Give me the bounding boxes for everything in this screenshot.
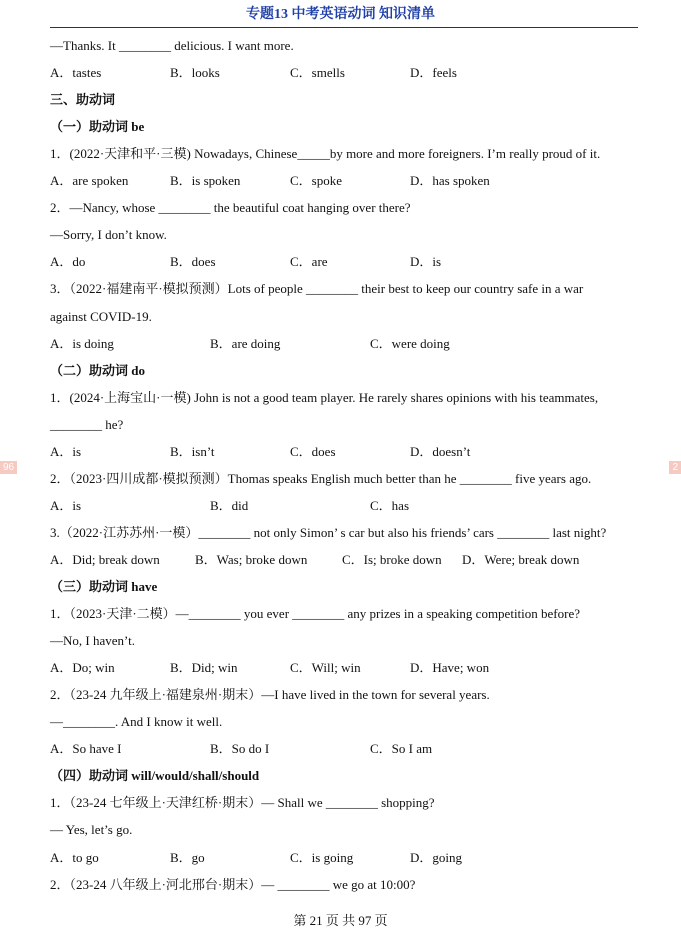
answer-options — [50, 65, 640, 81]
answer-option: A．is — [50, 498, 82, 513]
answer-option: C．is going — [290, 850, 354, 865]
answer-option: B．isn’t — [170, 444, 215, 459]
section-heading: （三）助动词 have — [50, 579, 158, 594]
question-text: 1．（2023·天津·二模）—________ you ever ________ any prizes in a speaking competition before? — [50, 606, 580, 621]
answer-option: B．So do I — [210, 741, 270, 756]
answer-option: D．is — [410, 254, 442, 269]
answer-option: D．has spoken — [410, 173, 490, 188]
answer-options — [50, 552, 640, 568]
page-footer: 第 21 页 共 97 页 — [293, 913, 388, 928]
section-heading: （四）助动词 will/would/shall/should — [50, 768, 260, 783]
answer-option: A．do — [50, 254, 86, 269]
answer-options — [50, 741, 640, 757]
question-text: 3.（2022·江苏苏州·一模）________ not only Simon’ s car but also his friends’ cars ________ last night? — [50, 525, 607, 540]
answer-option: B．Did; win — [170, 660, 238, 675]
answer-options — [50, 498, 640, 514]
answer-option: C．are — [290, 254, 328, 269]
answer-option: C．So I am — [370, 741, 433, 756]
question-text: ________ he? — [50, 417, 124, 432]
right-margin-marker: 2 — [669, 461, 681, 474]
answer-option: D．doesn’t — [410, 444, 471, 459]
answer-option: C．Is; broke down — [342, 552, 442, 567]
answer-option: C．smells — [290, 65, 345, 80]
answer-options — [50, 173, 640, 189]
answer-options — [50, 254, 640, 270]
answer-option: A．is doing — [50, 336, 114, 351]
header-divider — [50, 27, 638, 28]
answer-option: B．did — [210, 498, 249, 513]
answer-option: B．is spoken — [170, 173, 241, 188]
question-text: 2．（23-24 八年级上·河北邢台·期末）— ________ we go at 10:00? — [50, 877, 416, 892]
page-header-title: 专题13 中考英语动词 知识清单 — [246, 7, 435, 22]
answer-option: B．go — [170, 850, 205, 865]
answer-option: D．Were; break down — [462, 552, 580, 567]
question-text: —________. And I know it well. — [50, 714, 223, 729]
question-text: —Thanks. It ________ delicious. I want more. — [50, 38, 294, 53]
answer-option: B．Was; broke down — [195, 552, 308, 567]
section-heading: （二）助动词 do — [50, 363, 145, 378]
answer-option: B．does — [170, 254, 216, 269]
answer-option: A．Do; win — [50, 660, 115, 675]
question-text: —Sorry, I don’t know. — [50, 227, 167, 242]
section-heading: （一）助动词 be — [50, 119, 145, 134]
answer-options — [50, 336, 640, 352]
question-text: 1．(2022·天津和平·三模) Nowadays, Chinese_____by more and more foreigners. I’m really proud of it. — [50, 146, 601, 161]
question-text: 3．（2022·福建南平·模拟预测）Lots of people ________ their best to keep our country safe in a war — [50, 281, 584, 296]
left-margin-marker: 96 — [0, 461, 17, 474]
answer-option: B．are doing — [210, 336, 281, 351]
answer-option: A．Did; break down — [50, 552, 160, 567]
answer-options — [50, 444, 640, 460]
answer-option: A．tastes — [50, 65, 102, 80]
question-text: 1．(2024·上海宝山·一模) John is not a good team player. He rarely shares opinions with his teammates, — [50, 390, 599, 405]
answer-option: A．is — [50, 444, 82, 459]
answer-option: A．are spoken — [50, 173, 129, 188]
answer-option: C．Will; win — [290, 660, 361, 675]
answer-option: D．feels — [410, 65, 457, 80]
answer-option: D．Have; won — [410, 660, 490, 675]
section-heading: 三、助动词 — [50, 92, 116, 107]
answer-option: C．spoke — [290, 173, 343, 188]
answer-option: A．to go — [50, 850, 99, 865]
question-text: 2．（23-24 九年级上·福建泉州·期末）—I have lived in the town for several years. — [50, 687, 490, 702]
answer-option: D．going — [410, 850, 463, 865]
question-text: 2．—Nancy, whose ________ the beautiful coat hanging over there? — [50, 200, 411, 215]
answer-options — [50, 660, 640, 676]
answer-option: B．looks — [170, 65, 220, 80]
answer-options — [50, 850, 640, 866]
question-text: —No, I haven’t. — [50, 633, 135, 648]
answer-option: A．So have I — [50, 741, 122, 756]
answer-option: C．has — [370, 498, 410, 513]
question-text: — Yes, let’s go. — [50, 822, 133, 837]
question-text: 1．（23-24 七年级上·天津红桥·期末）— Shall we ________ shopping? — [50, 795, 435, 810]
answer-option: C．does — [290, 444, 336, 459]
question-text: against COVID-19. — [50, 309, 152, 324]
question-text: 2．（2023·四川成都·模拟预测）Thomas speaks English much better than he ________ five years ago. — [50, 471, 592, 486]
answer-option: C．were doing — [370, 336, 450, 351]
